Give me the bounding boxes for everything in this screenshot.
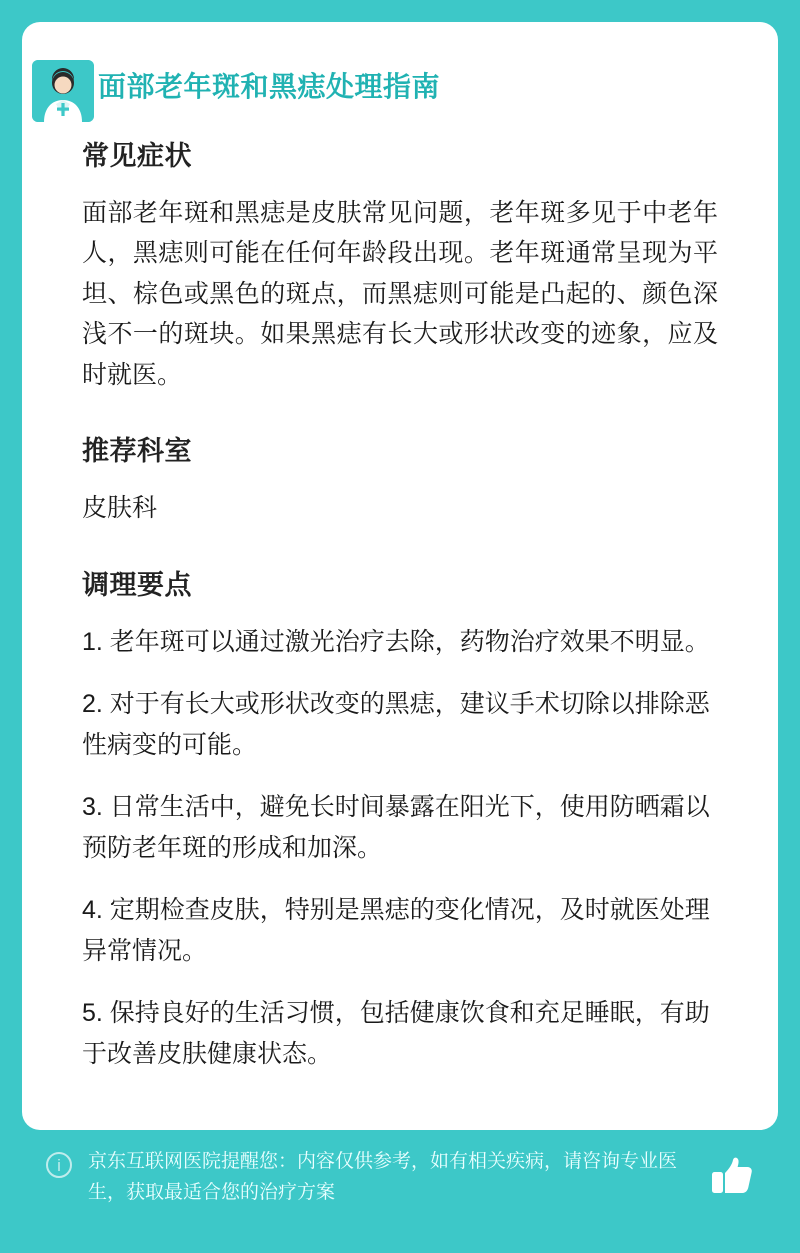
section-heading-symptoms: 常见症状	[82, 140, 192, 171]
list-item: 2. 对于有长大或形状改变的黑痣，建议手术切除以排除恶性病变的可能。	[82, 690, 710, 759]
department-text: 皮肤科	[82, 494, 158, 523]
section-heading-department: 推荐科室	[82, 436, 192, 467]
footer-disclaimer	[22, 1130, 778, 1229]
card-header	[82, 62, 718, 104]
disclaimer-text: 京东互联网医院提醒您：内容仅供参考，如有相关疾病，请咨询专业医生，获取最适合您的治疗方案	[88, 1151, 678, 1204]
page-title: 面部老年斑和黑痣处理指南	[98, 71, 441, 102]
info-circle-icon: i	[46, 1152, 72, 1178]
care-list	[82, 622, 718, 1075]
list-item: 4. 定期检查皮肤，特别是黑痣的变化情况，及时就医处理异常情况。	[82, 896, 710, 965]
doctor-avatar-icon	[32, 60, 94, 122]
section-heading-care: 调理要点	[82, 569, 192, 600]
list-item: 3. 日常生活中，避免长时间暴露在阳光下，使用防晒霜以预防老年斑的形成和加深。	[82, 793, 710, 862]
symptoms-text: 面部老年斑和黑痣是皮肤常见问题，老年斑多见于中老年人，黑痣则可能在任何年龄段出现。老年斑通常呈现为平坦、棕色或黑色的斑点，而黑痣则可能是凸起的、颜色深浅不一的斑块。如果黑痣有长大或形状改变的迹象，应及时就医。	[82, 198, 718, 389]
list-item: 5. 保持良好的生活习惯，包括健康饮食和充足睡眠，有助于改善皮肤健康状态。	[82, 999, 710, 1068]
content-card	[22, 22, 778, 1130]
list-item: 1. 老年斑可以通过激光治疗去除，药物治疗效果不明显。	[82, 627, 710, 656]
thumbs-up-icon[interactable]	[710, 1156, 754, 1196]
